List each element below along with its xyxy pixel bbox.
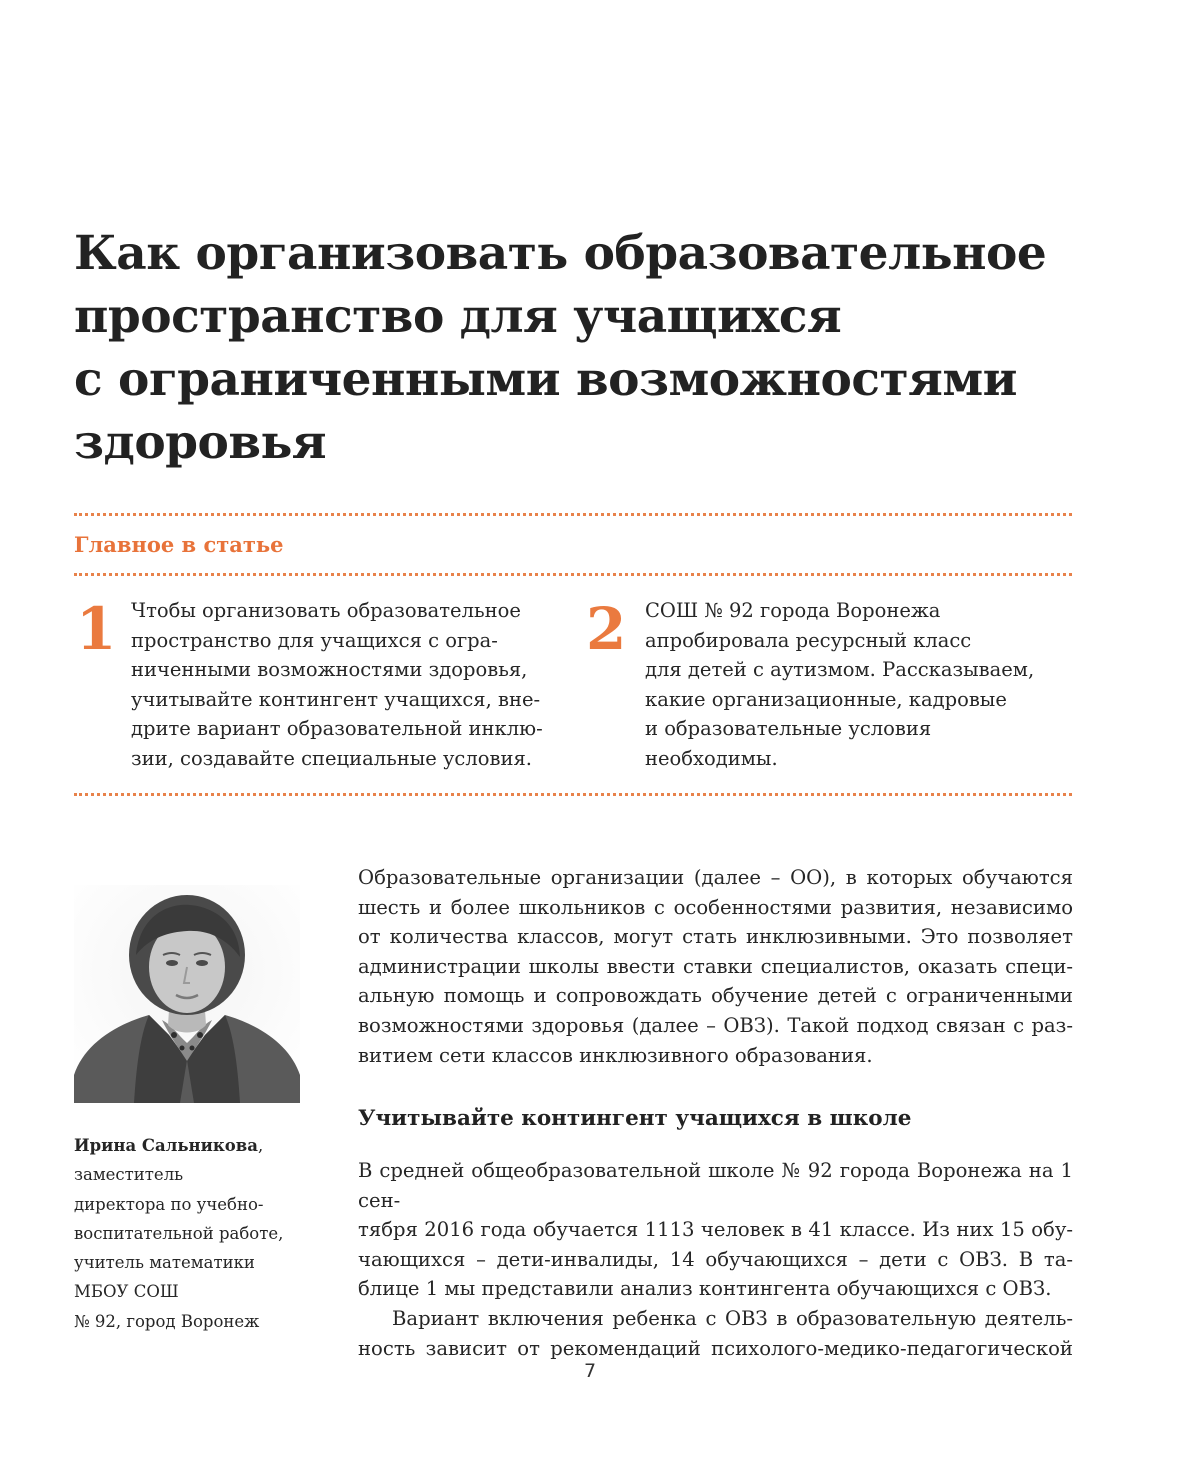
body-line: чающихся – дети-инвалиды, 14 обучающихся – дети с ОВЗ. В та- bbox=[358, 1247, 1073, 1271]
body-line: Образовательные организации (далее – ОО), в которых обучаются bbox=[358, 866, 1073, 889]
body-line: шесть и более школьников с особенностями развития, независимо bbox=[358, 895, 1073, 919]
title-line: с ограниченными возможностями bbox=[74, 352, 1018, 407]
summary-heading-divider bbox=[74, 573, 1072, 576]
body-line: альную помощь и сопровождать обучение детей с ограниченными bbox=[358, 984, 1073, 1008]
summary-line: Чтобы организовать образовательное bbox=[131, 599, 521, 622]
summary-point-number: 1 bbox=[76, 595, 117, 663]
article-title bbox=[74, 222, 1094, 474]
summary-line: дрите вариант образовательной инклю- bbox=[131, 717, 543, 741]
author-line: № 92, город Воронеж bbox=[74, 1311, 260, 1331]
summary-line: апробировала ресурсный класс bbox=[645, 628, 972, 652]
body-line: тября 2016 года обучается 1113 человек в 41 классе. Из них 15 обу- bbox=[358, 1218, 1073, 1242]
body-line: ность зависит от рекомендаций психолого-медико-педагогической bbox=[358, 1336, 1073, 1360]
author-line: заместитель bbox=[74, 1165, 184, 1185]
page-number: 7 bbox=[583, 1360, 597, 1382]
author-line: МБОУ СОШ bbox=[74, 1282, 179, 1302]
summary-line: какие организационные, кадровые bbox=[645, 687, 1007, 711]
section-paragraph bbox=[358, 1156, 1073, 1363]
summary-heading: Главное в статье bbox=[74, 532, 284, 557]
summary-bottom-divider bbox=[74, 793, 1072, 796]
author-photo bbox=[74, 885, 300, 1103]
author-caption: Ирина Сальникова, заместитель директора по учебно- воспитательной работе, учитель математики МБОУ СОШ № 92, город Воронеж bbox=[74, 1131, 314, 1336]
summary-line: зии, создавайте специальные условия. bbox=[131, 746, 532, 770]
author-line: директора по учебно- bbox=[74, 1194, 264, 1214]
body-line: витием сети классов инклюзивного образования. bbox=[358, 1043, 873, 1067]
summary-line: и образовательные условия bbox=[645, 717, 932, 741]
section-heading: Учитывайте контингент учащихся в школе bbox=[358, 1106, 912, 1131]
summary-point-number: 2 bbox=[586, 595, 627, 663]
summary-line: ниченными возможностями здоровья, bbox=[131, 658, 528, 682]
summary-line: для детей с аутизмом. Рассказываем, bbox=[645, 658, 1035, 682]
summary-point-2 bbox=[645, 596, 1034, 774]
summary-top-divider bbox=[74, 513, 1072, 516]
body-line: В средней общеобразовательной школе № 92 города Воронежа на 1 сен- bbox=[358, 1159, 1073, 1212]
author-line: воспитательной работе, bbox=[74, 1223, 284, 1243]
intro-paragraph bbox=[358, 863, 1073, 1070]
summary-point-1 bbox=[131, 596, 543, 774]
author-name: Ирина Сальникова bbox=[74, 1136, 258, 1155]
body-line: блице 1 мы представили анализ контингента обучающихся с ОВЗ. bbox=[358, 1277, 1052, 1301]
body-line: Вариант включения ребенка с ОВЗ в образовательную деятель- bbox=[392, 1306, 1073, 1330]
title-line: здоровья bbox=[74, 415, 327, 470]
body-line: возможностями здоровья (далее – ОВЗ). Такой подход связан с раз- bbox=[358, 1013, 1073, 1037]
body-line: администрации школы ввести ставки специалистов, оказать специ- bbox=[358, 954, 1073, 978]
summary-line: необходимы. bbox=[645, 746, 778, 770]
summary-line: пространство для учащихся с огра- bbox=[131, 628, 498, 652]
summary-line: СОШ № 92 города Воронежа bbox=[645, 599, 941, 622]
author-line: учитель математики bbox=[74, 1253, 255, 1273]
summary-line: учитывайте контингент учащихся, вне- bbox=[131, 687, 541, 711]
body-line: от количества классов, могут стать инклюзивными. Это позволяет bbox=[358, 925, 1073, 949]
title-line: пространство для учащихся bbox=[74, 289, 842, 344]
title-line: Как организовать образовательное bbox=[74, 226, 1047, 281]
